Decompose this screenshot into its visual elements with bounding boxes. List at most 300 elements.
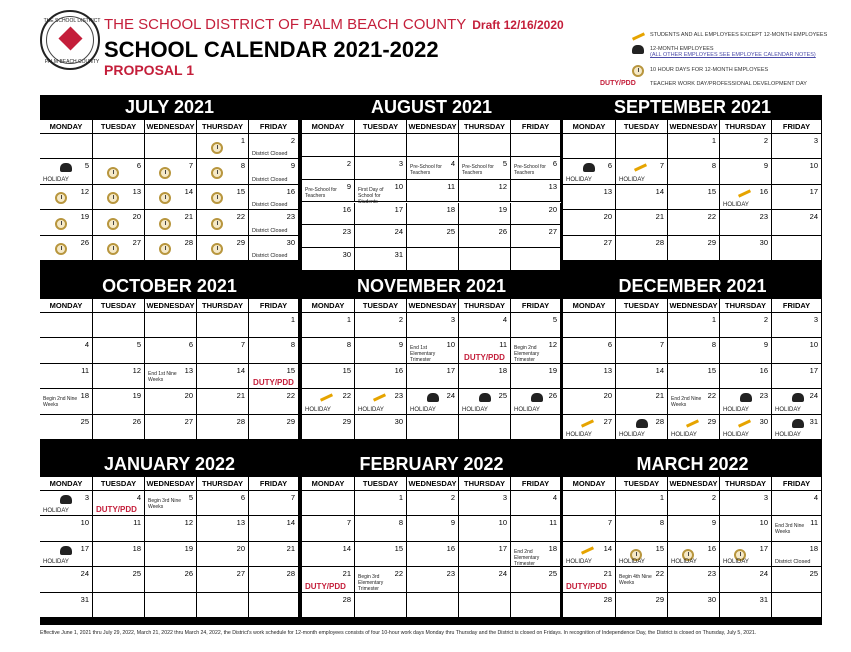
day-cell[interactable] xyxy=(93,567,145,592)
day-cell[interactable] xyxy=(407,542,459,567)
day-number: 28 xyxy=(603,594,612,604)
day-cell[interactable] xyxy=(563,185,616,210)
day-cell[interactable] xyxy=(302,567,355,592)
day-number: 30 xyxy=(286,237,295,247)
day-cell[interactable] xyxy=(563,338,616,363)
day-cell[interactable] xyxy=(459,157,511,180)
day-cell[interactable] xyxy=(93,236,145,261)
day-cell[interactable] xyxy=(616,338,668,363)
day-number: 8 xyxy=(711,161,716,171)
day-cell[interactable] xyxy=(407,389,459,414)
day-cell[interactable] xyxy=(355,491,407,516)
day-cell[interactable] xyxy=(249,415,299,440)
day-number: 19 xyxy=(548,365,557,375)
day-cell[interactable] xyxy=(720,389,772,414)
day-cell[interactable] xyxy=(40,516,93,541)
clock-icon xyxy=(211,142,223,154)
day-cell[interactable] xyxy=(302,180,355,203)
day-cell[interactable] xyxy=(616,389,668,414)
day-cell[interactable] xyxy=(40,338,93,363)
day-cell[interactable] xyxy=(197,210,249,235)
day-cell[interactable] xyxy=(511,567,561,592)
day-cell[interactable] xyxy=(249,185,299,210)
day-cell[interactable] xyxy=(93,491,145,516)
day-cell[interactable] xyxy=(249,338,299,363)
day-number: 9 xyxy=(763,161,768,171)
day-cell[interactable] xyxy=(93,389,145,414)
day-cell[interactable] xyxy=(197,542,249,567)
day-cell[interactable] xyxy=(40,491,93,516)
day-cell[interactable] xyxy=(459,389,511,414)
day-cell[interactable] xyxy=(720,134,772,159)
day-cell[interactable] xyxy=(511,313,561,338)
day-cell[interactable] xyxy=(355,542,407,567)
day-cell[interactable] xyxy=(720,210,772,235)
day-cell[interactable] xyxy=(407,593,459,618)
day-cell[interactable] xyxy=(511,134,561,157)
day-cell[interactable] xyxy=(772,159,822,184)
day-number: 23 xyxy=(759,212,768,222)
day-cell[interactable] xyxy=(355,313,407,338)
day-cell[interactable] xyxy=(355,364,407,389)
day-cell[interactable] xyxy=(145,389,197,414)
day-cell[interactable] xyxy=(407,180,459,203)
day-cell[interactable] xyxy=(302,134,355,157)
day-cell[interactable] xyxy=(511,364,561,389)
day-number: 24 xyxy=(394,227,403,237)
day-cell[interactable] xyxy=(145,491,197,516)
day-number: 23 xyxy=(707,569,716,579)
day-cell[interactable] xyxy=(720,236,772,261)
day-cell[interactable] xyxy=(40,567,93,592)
day-cell[interactable] xyxy=(668,364,720,389)
day-cell[interactable] xyxy=(720,159,772,184)
day-cell[interactable] xyxy=(40,159,93,184)
day-number: 9 xyxy=(290,161,295,171)
day-cell[interactable] xyxy=(563,389,616,414)
day-cell[interactable] xyxy=(40,313,93,338)
cell-note: End 1st Nine Weeks xyxy=(148,370,177,383)
day-number: 5 xyxy=(136,340,141,350)
day-cell[interactable] xyxy=(616,313,668,338)
day-cell[interactable] xyxy=(93,338,145,363)
day-cell[interactable] xyxy=(407,134,459,157)
day-cell[interactable] xyxy=(249,134,299,159)
day-cell[interactable] xyxy=(720,338,772,363)
day-number: 14 xyxy=(236,365,245,375)
day-cell[interactable] xyxy=(302,313,355,338)
day-cell[interactable] xyxy=(511,180,561,203)
day-cell[interactable] xyxy=(302,593,355,618)
day-cell[interactable] xyxy=(355,157,407,180)
day-cell[interactable] xyxy=(197,516,249,541)
day-cell[interactable] xyxy=(772,134,822,159)
day-cell[interactable] xyxy=(197,236,249,261)
day-number: 14 xyxy=(184,186,193,196)
cell-note: Begin 3rd Elementary Trimester xyxy=(358,574,384,593)
clock-icon xyxy=(211,218,223,230)
day-cell[interactable] xyxy=(407,203,459,226)
day-cell[interactable] xyxy=(302,338,355,363)
day-cell[interactable] xyxy=(197,491,249,516)
day-cell[interactable] xyxy=(302,542,355,567)
day-cell[interactable] xyxy=(197,185,249,210)
day-cell[interactable] xyxy=(93,159,145,184)
day-cell[interactable] xyxy=(355,225,407,248)
day-cell[interactable] xyxy=(720,313,772,338)
day-cell[interactable] xyxy=(355,567,407,592)
day-cell[interactable] xyxy=(772,491,822,516)
day-cell[interactable] xyxy=(302,415,355,440)
day-cell[interactable] xyxy=(249,567,299,592)
weekday-header: WEDNESDAY xyxy=(407,120,459,134)
day-cell[interactable] xyxy=(668,159,720,184)
day-number: 2 xyxy=(763,136,768,145)
day-cell[interactable] xyxy=(355,134,407,157)
day-cell[interactable] xyxy=(197,338,249,363)
day-cell[interactable] xyxy=(459,491,511,516)
day-cell[interactable] xyxy=(93,364,145,389)
cell-note: End 2nd Nine Weeks xyxy=(671,396,702,409)
day-cell[interactable] xyxy=(720,567,772,592)
day-cell[interactable] xyxy=(40,185,93,210)
day-cell[interactable] xyxy=(93,210,145,235)
clock-icon xyxy=(211,243,223,255)
day-cell[interactable] xyxy=(772,185,822,210)
day-cell[interactable] xyxy=(772,516,822,541)
clock-icon xyxy=(55,218,67,230)
day-cell[interactable] xyxy=(145,415,197,440)
holiday-label: HOLIDAY xyxy=(43,559,69,566)
day-cell[interactable] xyxy=(668,491,720,516)
day-number: 23 xyxy=(394,391,403,401)
day-cell[interactable] xyxy=(145,593,197,618)
day-cell[interactable] xyxy=(40,210,93,235)
day-cell[interactable] xyxy=(249,313,299,338)
day-cell[interactable] xyxy=(772,364,822,389)
day-cell[interactable] xyxy=(720,516,772,541)
day-number: 25 xyxy=(809,569,818,579)
day-cell[interactable] xyxy=(459,364,511,389)
day-cell[interactable] xyxy=(355,516,407,541)
day-cell[interactable] xyxy=(772,210,822,235)
day-cell[interactable] xyxy=(145,210,197,235)
day-cell[interactable] xyxy=(720,185,772,210)
day-cell[interactable] xyxy=(40,415,93,440)
day-cell[interactable] xyxy=(145,567,197,592)
day-number: 13 xyxy=(184,365,193,375)
day-cell[interactable] xyxy=(772,415,822,440)
clock-icon xyxy=(211,167,223,179)
day-cell[interactable] xyxy=(459,134,511,157)
day-cell[interactable] xyxy=(772,313,822,338)
day-cell[interactable] xyxy=(563,593,616,618)
day-cell[interactable] xyxy=(563,210,616,235)
day-cell[interactable] xyxy=(563,159,616,184)
day-cell[interactable] xyxy=(616,236,668,261)
day-cell[interactable] xyxy=(668,338,720,363)
day-cell[interactable] xyxy=(668,389,720,414)
day-cell[interactable] xyxy=(563,134,616,159)
day-cell[interactable] xyxy=(249,542,299,567)
day-cell[interactable] xyxy=(668,567,720,592)
weekday-header: TUESDAY xyxy=(355,477,407,491)
day-cell[interactable] xyxy=(616,185,668,210)
day-cell[interactable] xyxy=(772,389,822,414)
day-cell[interactable] xyxy=(145,313,197,338)
day-cell[interactable] xyxy=(40,389,93,414)
day-cell[interactable] xyxy=(616,516,668,541)
day-cell[interactable] xyxy=(511,491,561,516)
day-number: 24 xyxy=(446,391,455,401)
day-cell[interactable] xyxy=(511,225,561,248)
day-cell[interactable] xyxy=(459,593,511,618)
day-cell[interactable] xyxy=(355,338,407,363)
day-cell[interactable] xyxy=(197,313,249,338)
day-cell[interactable] xyxy=(616,567,668,592)
day-cell[interactable] xyxy=(249,210,299,235)
day-cell[interactable] xyxy=(407,313,459,338)
phone-icon xyxy=(740,393,752,402)
day-cell[interactable] xyxy=(145,185,197,210)
day-cell[interactable] xyxy=(249,236,299,261)
day-cell[interactable] xyxy=(511,248,561,271)
day-cell[interactable] xyxy=(511,516,561,541)
day-cell[interactable] xyxy=(459,180,511,203)
day-cell[interactable] xyxy=(563,415,616,440)
day-number: 19 xyxy=(184,543,193,553)
day-cell[interactable] xyxy=(772,542,822,567)
day-cell[interactable] xyxy=(355,389,407,414)
day-number: 13 xyxy=(236,518,245,528)
day-cell[interactable] xyxy=(668,542,720,567)
cell-note: Pre-School for Teachers xyxy=(305,186,337,199)
day-cell[interactable] xyxy=(40,542,93,567)
day-cell[interactable] xyxy=(511,157,561,180)
day-cell[interactable] xyxy=(459,225,511,248)
day-number: 6 xyxy=(607,161,612,171)
day-cell[interactable] xyxy=(302,364,355,389)
day-cell[interactable] xyxy=(563,542,616,567)
day-cell[interactable] xyxy=(772,567,822,592)
day-cell[interactable] xyxy=(720,542,772,567)
weekday-header: FRIDAY xyxy=(511,299,561,313)
day-number: 11 xyxy=(549,518,557,528)
day-cell[interactable] xyxy=(407,567,459,592)
day-cell[interactable] xyxy=(302,225,355,248)
day-number: 3 xyxy=(813,315,818,324)
day-cell[interactable] xyxy=(668,593,720,618)
day-cell[interactable] xyxy=(302,157,355,180)
weekday-header: TUESDAY xyxy=(93,299,145,313)
day-cell[interactable] xyxy=(197,389,249,414)
day-cell[interactable] xyxy=(197,415,249,440)
day-cell[interactable] xyxy=(563,313,616,338)
day-number: 2 xyxy=(763,315,768,324)
day-cell[interactable] xyxy=(302,516,355,541)
weekday-header: MONDAY xyxy=(302,299,355,313)
day-cell[interactable] xyxy=(668,516,720,541)
weekday-header: TUESDAY xyxy=(93,477,145,491)
day-cell[interactable] xyxy=(249,389,299,414)
phone-icon xyxy=(792,419,804,428)
day-cell[interactable] xyxy=(407,225,459,248)
day-cell[interactable] xyxy=(459,567,511,592)
day-number: 17 xyxy=(394,204,403,214)
day-cell[interactable] xyxy=(407,338,459,363)
day-cell[interactable] xyxy=(145,338,197,363)
day-cell[interactable] xyxy=(616,210,668,235)
day-cell[interactable] xyxy=(40,364,93,389)
day-cell[interactable] xyxy=(93,542,145,567)
day-cell[interactable] xyxy=(40,593,93,618)
day-cell[interactable] xyxy=(355,248,407,271)
day-cell[interactable] xyxy=(563,516,616,541)
day-cell[interactable] xyxy=(355,593,407,618)
day-cell[interactable] xyxy=(93,593,145,618)
day-cell[interactable] xyxy=(249,159,299,184)
day-cell[interactable] xyxy=(616,159,668,184)
day-cell[interactable] xyxy=(93,313,145,338)
day-cell[interactable] xyxy=(407,157,459,180)
day-cell[interactable] xyxy=(720,415,772,440)
day-cell[interactable] xyxy=(145,542,197,567)
month-july-2021 xyxy=(40,95,299,261)
day-number: 7 xyxy=(188,161,193,171)
day-cell[interactable] xyxy=(197,134,249,159)
weekday-header: THURSDAY xyxy=(720,477,772,491)
day-cell[interactable] xyxy=(302,389,355,414)
day-cell[interactable] xyxy=(197,567,249,592)
day-number: 3 xyxy=(450,315,455,324)
day-number: 31 xyxy=(759,594,768,604)
day-cell[interactable] xyxy=(145,236,197,261)
month-september-2021 xyxy=(563,95,822,261)
day-cell[interactable] xyxy=(668,236,720,261)
day-cell[interactable] xyxy=(93,516,145,541)
day-cell[interactable] xyxy=(616,364,668,389)
day-cell[interactable] xyxy=(668,415,720,440)
day-cell[interactable] xyxy=(511,203,561,226)
day-cell[interactable] xyxy=(355,203,407,226)
day-cell[interactable] xyxy=(459,415,511,440)
day-cell[interactable] xyxy=(668,185,720,210)
month-title: MARCH 2022 xyxy=(563,452,822,477)
day-cell[interactable] xyxy=(668,210,720,235)
day-number: 2 xyxy=(450,493,455,502)
day-cell[interactable] xyxy=(145,516,197,541)
day-cell[interactable] xyxy=(459,516,511,541)
day-number: 11 xyxy=(81,365,89,375)
day-cell[interactable] xyxy=(720,364,772,389)
day-cell[interactable] xyxy=(145,159,197,184)
holiday-label: HOLIDAY xyxy=(566,431,592,438)
day-cell[interactable] xyxy=(407,248,459,271)
day-cell[interactable] xyxy=(302,203,355,226)
day-cell[interactable] xyxy=(40,134,93,159)
weekday-header: THURSDAY xyxy=(197,477,249,491)
day-cell[interactable] xyxy=(772,236,822,261)
day-cell[interactable] xyxy=(355,415,407,440)
day-cell[interactable] xyxy=(197,364,249,389)
day-number: 20 xyxy=(132,212,141,222)
day-cell[interactable] xyxy=(407,415,459,440)
day-cell[interactable] xyxy=(407,364,459,389)
day-cell[interactable] xyxy=(616,491,668,516)
day-number: 22 xyxy=(286,391,295,401)
day-cell[interactable] xyxy=(563,364,616,389)
day-cell[interactable] xyxy=(563,567,616,592)
day-cell[interactable] xyxy=(459,203,511,226)
day-number: 14 xyxy=(655,365,664,375)
day-cell[interactable] xyxy=(302,491,355,516)
weekday-header: THURSDAY xyxy=(459,299,511,313)
day-cell[interactable] xyxy=(720,491,772,516)
holiday-label: HOLIDAY xyxy=(43,508,69,515)
day-cell[interactable] xyxy=(563,236,616,261)
day-cell[interactable] xyxy=(511,415,561,440)
day-cell[interactable] xyxy=(668,134,720,159)
holiday-label: HOLIDAY xyxy=(671,559,697,566)
day-cell[interactable] xyxy=(145,364,197,389)
day-cell[interactable] xyxy=(40,236,93,261)
legend-note-link[interactable]: (ALL OTHER EMPLOYEES SEE EMPLOYEE CALENDAR NOTES) xyxy=(650,52,816,58)
day-cell[interactable] xyxy=(563,491,616,516)
day-cell[interactable] xyxy=(459,542,511,567)
day-cell[interactable] xyxy=(720,593,772,618)
day-cell[interactable] xyxy=(616,542,668,567)
day-number: 17 xyxy=(498,543,507,553)
day-cell[interactable] xyxy=(772,593,822,618)
day-number: 2 xyxy=(290,136,295,145)
day-cell[interactable] xyxy=(668,313,720,338)
day-cell[interactable] xyxy=(616,593,668,618)
day-cell[interactable] xyxy=(197,159,249,184)
day-cell[interactable] xyxy=(249,516,299,541)
legend-twelve-month-text xyxy=(650,46,816,58)
day-cell[interactable] xyxy=(407,491,459,516)
day-cell[interactable] xyxy=(511,338,561,363)
weekday-header: FRIDAY xyxy=(249,120,299,134)
day-cell[interactable] xyxy=(459,313,511,338)
day-cell[interactable] xyxy=(145,134,197,159)
day-cell[interactable] xyxy=(459,338,511,363)
day-number: 31 xyxy=(809,416,818,426)
day-cell[interactable] xyxy=(93,134,145,159)
day-cell[interactable] xyxy=(302,248,355,271)
day-cell[interactable] xyxy=(355,180,407,203)
day-cell[interactable] xyxy=(772,338,822,363)
day-cell[interactable] xyxy=(93,415,145,440)
day-number: 12 xyxy=(498,181,507,191)
day-cell[interactable] xyxy=(93,185,145,210)
holiday-label: HOLIDAY xyxy=(723,559,749,566)
day-cell[interactable] xyxy=(249,364,299,389)
day-cell[interactable] xyxy=(616,134,668,159)
day-cell[interactable] xyxy=(511,542,561,567)
day-cell[interactable] xyxy=(249,593,299,618)
day-cell[interactable] xyxy=(249,491,299,516)
day-cell[interactable] xyxy=(511,593,561,618)
day-number: 11 xyxy=(810,518,818,528)
weekday-header: FRIDAY xyxy=(511,120,561,134)
day-cell[interactable] xyxy=(511,389,561,414)
day-cell[interactable] xyxy=(197,593,249,618)
day-cell[interactable] xyxy=(459,248,511,271)
day-cell[interactable] xyxy=(407,516,459,541)
day-cell[interactable] xyxy=(616,415,668,440)
day-number: 29 xyxy=(286,416,295,426)
